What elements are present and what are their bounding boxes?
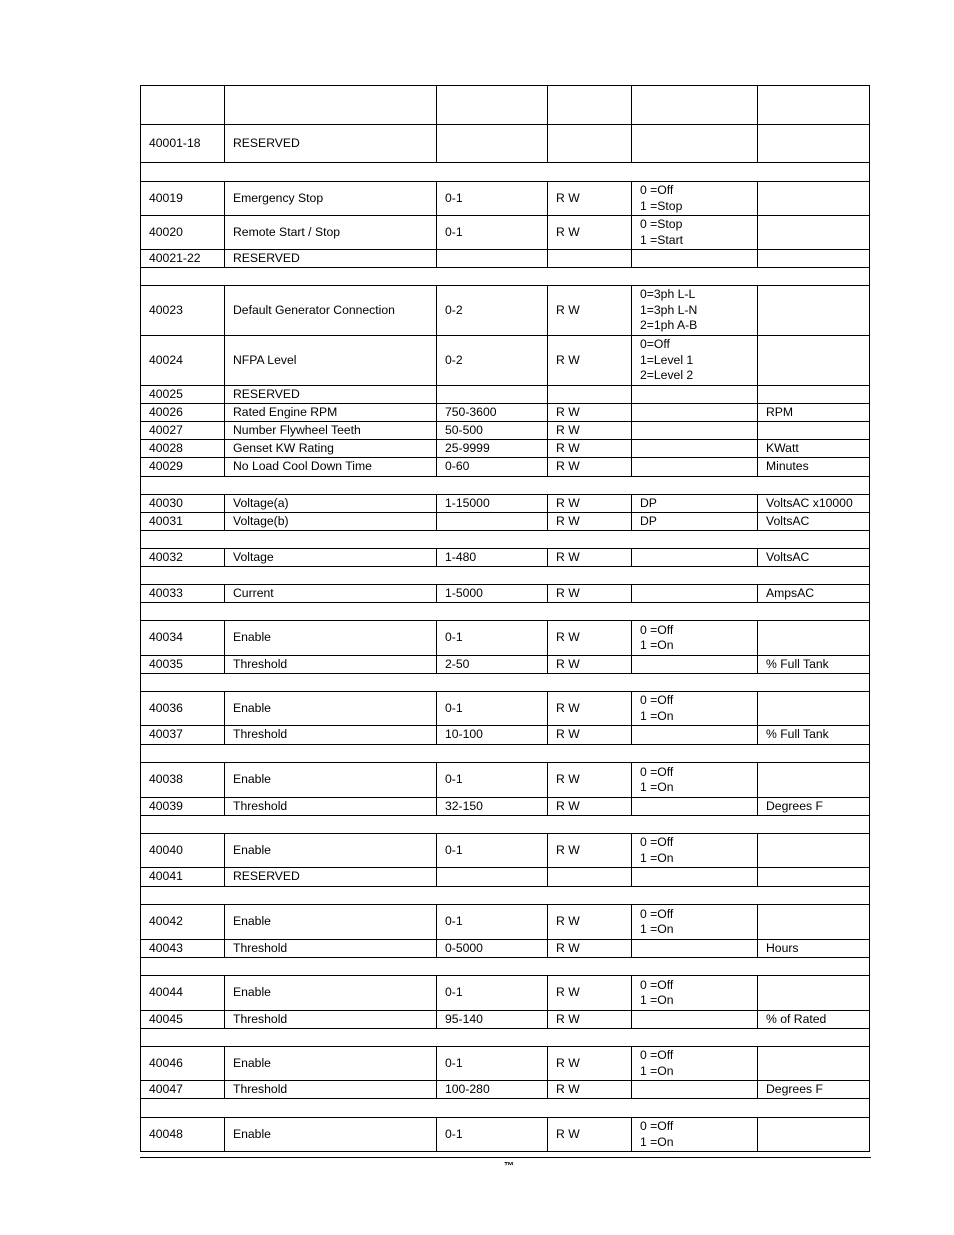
range-cell: 95-140 <box>437 1011 548 1029</box>
register-cell: 40040 <box>141 834 225 868</box>
units-cell: % of Rated <box>758 1011 870 1029</box>
section-spacer-row <box>141 567 870 585</box>
table-row <box>141 250 870 268</box>
description-cell: RESERVED <box>225 125 437 163</box>
table-row <box>141 1118 870 1152</box>
access-cell: R W <box>548 404 632 422</box>
range-cell: 25-9999 <box>437 440 548 458</box>
table-row <box>141 125 870 163</box>
description-cell: Emergency Stop <box>225 182 437 216</box>
values-cell <box>632 250 758 268</box>
description-cell: Enable <box>225 834 437 868</box>
table-row <box>141 422 870 440</box>
values-cell <box>632 656 758 674</box>
access-cell: R W <box>548 458 632 477</box>
range-cell: 32-150 <box>437 798 548 816</box>
register-cell: 40030 <box>141 495 225 513</box>
register-cell: 40045 <box>141 1011 225 1029</box>
description-cell: Remote Start / Stop <box>225 216 437 250</box>
spacer-cell <box>141 674 870 692</box>
description-cell: Threshold <box>225 798 437 816</box>
range-cell: 2-50 <box>437 656 548 674</box>
register-cell: 40023 <box>141 286 225 336</box>
units-cell <box>758 286 870 336</box>
description-cell: Enable <box>225 976 437 1011</box>
register-cell <box>141 86 225 125</box>
values-cell: 0 =Off 1 =On <box>632 834 758 868</box>
access-cell: R W <box>548 440 632 458</box>
register-cell: 40028 <box>141 440 225 458</box>
description-cell: Enable <box>225 1118 437 1152</box>
range-cell: 0-1 <box>437 905 548 940</box>
table-row <box>141 726 870 745</box>
range-cell: 10-100 <box>437 726 548 745</box>
spacer-cell <box>141 567 870 585</box>
access-cell: R W <box>548 656 632 674</box>
values-cell: DP <box>632 513 758 531</box>
register-cell: 40035 <box>141 656 225 674</box>
table-row <box>141 182 870 216</box>
description-cell: Enable <box>225 621 437 656</box>
range-cell: 0-1 <box>437 216 548 250</box>
spacer-cell <box>141 958 870 976</box>
trademark-symbol: ™ <box>504 1161 514 1172</box>
range-cell <box>437 513 548 531</box>
section-spacer-row <box>141 603 870 621</box>
table-row <box>141 286 870 336</box>
table-row <box>141 86 870 125</box>
units-cell <box>758 692 870 726</box>
access-cell: R W <box>548 422 632 440</box>
register-table <box>140 85 870 1152</box>
access-cell: R W <box>548 905 632 940</box>
description-cell: Threshold <box>225 1011 437 1029</box>
register-cell: 40001-18 <box>141 125 225 163</box>
table-row <box>141 386 870 404</box>
values-cell: 0 =Off 1 =On <box>632 621 758 656</box>
table-row <box>141 495 870 513</box>
register-cell: 40041 <box>141 868 225 887</box>
access-cell: R W <box>548 336 632 386</box>
access-cell: R W <box>548 798 632 816</box>
table-row <box>141 1047 870 1081</box>
section-spacer-row <box>141 958 870 976</box>
values-cell: 0 =Off 1 =On <box>632 1047 758 1081</box>
units-cell <box>758 1118 870 1152</box>
range-cell: 0-1 <box>437 763 548 798</box>
units-cell: VoltsAC x10000 <box>758 495 870 513</box>
range-cell: 0-2 <box>437 336 548 386</box>
table-row <box>141 656 870 674</box>
units-cell <box>758 86 870 125</box>
table-row <box>141 513 870 531</box>
register-cell: 40034 <box>141 621 225 656</box>
units-cell <box>758 834 870 868</box>
register-cell: 40032 <box>141 549 225 567</box>
register-cell: 40044 <box>141 976 225 1011</box>
range-cell: 1-480 <box>437 549 548 567</box>
register-cell: 40042 <box>141 905 225 940</box>
values-cell: 0=3ph L-L 1=3ph L-N 2=1ph A-B <box>632 286 758 336</box>
table-row <box>141 458 870 477</box>
register-cell: 40046 <box>141 1047 225 1081</box>
access-cell: R W <box>548 940 632 958</box>
units-cell <box>758 621 870 656</box>
register-cell: 40037 <box>141 726 225 745</box>
description-cell <box>225 86 437 125</box>
range-cell <box>437 86 548 125</box>
range-cell: 1-15000 <box>437 495 548 513</box>
register-cell: 40029 <box>141 458 225 477</box>
units-cell <box>758 216 870 250</box>
values-cell: 0 =Stop 1 =Start <box>632 216 758 250</box>
values-cell <box>632 125 758 163</box>
section-spacer-row <box>141 1099 870 1118</box>
register-cell: 40048 <box>141 1118 225 1152</box>
access-cell: R W <box>548 1118 632 1152</box>
units-cell: Degrees F <box>758 798 870 816</box>
range-cell: 0-60 <box>437 458 548 477</box>
access-cell: R W <box>548 621 632 656</box>
units-cell: AmpsAC <box>758 585 870 603</box>
description-cell: Rated Engine RPM <box>225 404 437 422</box>
register-cell: 40024 <box>141 336 225 386</box>
register-cell: 40021-22 <box>141 250 225 268</box>
values-cell: 0=Off 1=Level 1 2=Level 2 <box>632 336 758 386</box>
range-cell: 0-1 <box>437 692 548 726</box>
values-cell <box>632 1011 758 1029</box>
description-cell: Enable <box>225 1047 437 1081</box>
units-cell: VoltsAC <box>758 549 870 567</box>
section-spacer-row <box>141 477 870 495</box>
register-cell: 40020 <box>141 216 225 250</box>
spacer-cell <box>141 745 870 763</box>
table-row <box>141 798 870 816</box>
description-cell: Enable <box>225 763 437 798</box>
values-cell <box>632 386 758 404</box>
description-cell: Voltage(b) <box>225 513 437 531</box>
access-cell: R W <box>548 585 632 603</box>
section-spacer-row <box>141 887 870 905</box>
range-cell <box>437 386 548 404</box>
section-spacer-row <box>141 674 870 692</box>
description-cell: Voltage <box>225 549 437 567</box>
spacer-cell <box>141 531 870 549</box>
access-cell <box>548 386 632 404</box>
table-row <box>141 868 870 887</box>
table-row <box>141 216 870 250</box>
description-cell: Threshold <box>225 1081 437 1099</box>
description-cell: RESERVED <box>225 386 437 404</box>
values-cell <box>632 868 758 887</box>
units-cell <box>758 250 870 268</box>
spacer-cell <box>141 887 870 905</box>
register-table-body <box>141 86 870 1152</box>
range-cell: 0-1 <box>437 182 548 216</box>
values-cell <box>632 1081 758 1099</box>
units-cell: % Full Tank <box>758 656 870 674</box>
range-cell: 0-1 <box>437 621 548 656</box>
values-cell <box>632 585 758 603</box>
values-cell: 0 =Off 1 =On <box>632 763 758 798</box>
access-cell: R W <box>548 834 632 868</box>
access-cell: R W <box>548 763 632 798</box>
spacer-cell <box>141 1029 870 1047</box>
range-cell: 0-1 <box>437 976 548 1011</box>
values-cell <box>632 549 758 567</box>
register-cell: 40019 <box>141 182 225 216</box>
table-row <box>141 585 870 603</box>
values-cell <box>632 726 758 745</box>
register-cell: 40036 <box>141 692 225 726</box>
description-cell: Enable <box>225 692 437 726</box>
section-spacer-row <box>141 816 870 834</box>
values-cell: 0 =Off 1 =On <box>632 692 758 726</box>
access-cell: R W <box>548 692 632 726</box>
description-cell: Default Generator Connection <box>225 286 437 336</box>
access-cell: R W <box>548 976 632 1011</box>
range-cell: 0-2 <box>437 286 548 336</box>
units-cell: Degrees F <box>758 1081 870 1099</box>
register-cell: 40026 <box>141 404 225 422</box>
units-cell <box>758 976 870 1011</box>
units-cell <box>758 1047 870 1081</box>
values-cell: DP <box>632 495 758 513</box>
values-cell <box>632 798 758 816</box>
units-cell: Hours <box>758 940 870 958</box>
access-cell: R W <box>548 1081 632 1099</box>
access-cell: R W <box>548 549 632 567</box>
spacer-cell <box>141 1099 870 1118</box>
table-row <box>141 692 870 726</box>
description-cell: Threshold <box>225 656 437 674</box>
access-cell: R W <box>548 286 632 336</box>
spacer-cell <box>141 477 870 495</box>
values-cell: 0 =Off 1 =Stop <box>632 182 758 216</box>
description-cell: RESERVED <box>225 868 437 887</box>
table-row <box>141 404 870 422</box>
section-spacer-row <box>141 1029 870 1047</box>
values-cell <box>632 422 758 440</box>
values-cell <box>632 86 758 125</box>
access-cell: R W <box>548 1011 632 1029</box>
register-cell: 40038 <box>141 763 225 798</box>
units-cell: RPM <box>758 404 870 422</box>
range-cell <box>437 868 548 887</box>
table-row <box>141 976 870 1011</box>
section-spacer-row <box>141 163 870 182</box>
access-cell: R W <box>548 513 632 531</box>
units-cell <box>758 125 870 163</box>
units-cell: Minutes <box>758 458 870 477</box>
access-cell: R W <box>548 216 632 250</box>
access-cell <box>548 86 632 125</box>
description-cell: Threshold <box>225 940 437 958</box>
range-cell: 0-5000 <box>437 940 548 958</box>
values-cell <box>632 458 758 477</box>
description-cell: Enable <box>225 905 437 940</box>
table-row <box>141 1081 870 1099</box>
range-cell <box>437 125 548 163</box>
units-cell <box>758 868 870 887</box>
section-spacer-row <box>141 745 870 763</box>
register-cell: 40047 <box>141 1081 225 1099</box>
units-cell <box>758 905 870 940</box>
range-cell: 0-1 <box>437 1118 548 1152</box>
access-cell <box>548 125 632 163</box>
table-row <box>141 549 870 567</box>
access-cell: R W <box>548 182 632 216</box>
description-cell: NFPA Level <box>225 336 437 386</box>
table-row <box>141 1011 870 1029</box>
values-cell <box>632 440 758 458</box>
values-cell: 0 =Off 1 =On <box>632 905 758 940</box>
description-cell: Threshold <box>225 726 437 745</box>
description-cell: Voltage(a) <box>225 495 437 513</box>
register-cell: 40031 <box>141 513 225 531</box>
units-cell: KWatt <box>758 440 870 458</box>
register-cell: 40043 <box>141 940 225 958</box>
section-spacer-row <box>141 531 870 549</box>
description-cell: Current <box>225 585 437 603</box>
range-cell: 750-3600 <box>437 404 548 422</box>
footer-rule <box>140 1157 871 1158</box>
section-spacer-row <box>141 268 870 286</box>
description-cell: Number Flywheel Teeth <box>225 422 437 440</box>
table-row <box>141 940 870 958</box>
table-row <box>141 905 870 940</box>
access-cell: R W <box>548 1047 632 1081</box>
access-cell: R W <box>548 726 632 745</box>
range-cell <box>437 250 548 268</box>
table-row <box>141 834 870 868</box>
units-cell: % Full Tank <box>758 726 870 745</box>
spacer-cell <box>141 603 870 621</box>
range-cell: 0-1 <box>437 834 548 868</box>
register-cell: 40025 <box>141 386 225 404</box>
values-cell: 0 =Off 1 =On <box>632 976 758 1011</box>
description-cell: No Load Cool Down Time <box>225 458 437 477</box>
range-cell: 0-1 <box>437 1047 548 1081</box>
units-cell <box>758 763 870 798</box>
range-cell: 1-5000 <box>437 585 548 603</box>
table-row <box>141 621 870 656</box>
register-cell: 40039 <box>141 798 225 816</box>
access-cell <box>548 250 632 268</box>
values-cell <box>632 940 758 958</box>
table-row <box>141 440 870 458</box>
spacer-cell <box>141 816 870 834</box>
values-cell <box>632 404 758 422</box>
units-cell <box>758 422 870 440</box>
description-cell: Genset KW Rating <box>225 440 437 458</box>
description-cell: RESERVED <box>225 250 437 268</box>
table-row <box>141 763 870 798</box>
spacer-cell <box>141 268 870 286</box>
access-cell: R W <box>548 495 632 513</box>
units-cell <box>758 336 870 386</box>
range-cell: 100-280 <box>437 1081 548 1099</box>
units-cell: VoltsAC <box>758 513 870 531</box>
table-row <box>141 336 870 386</box>
spacer-cell <box>141 163 870 182</box>
register-cell: 40027 <box>141 422 225 440</box>
access-cell <box>548 868 632 887</box>
values-cell: 0 =Off 1 =On <box>632 1118 758 1152</box>
register-cell: 40033 <box>141 585 225 603</box>
range-cell: 50-500 <box>437 422 548 440</box>
units-cell <box>758 386 870 404</box>
units-cell <box>758 182 870 216</box>
